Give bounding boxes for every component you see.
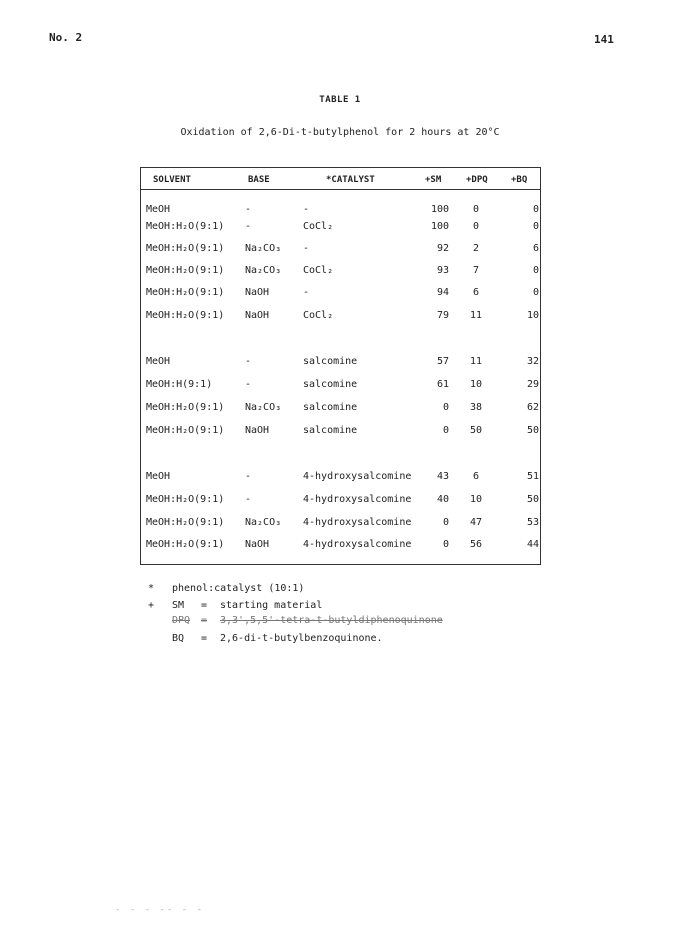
table-top-rule xyxy=(141,167,540,168)
table-row xyxy=(141,310,540,324)
cell-bq: 10 xyxy=(526,310,539,321)
footnote-mark: + xyxy=(148,600,155,611)
cell-sm: 79 xyxy=(436,310,449,321)
cell-bq: 50 xyxy=(526,494,539,505)
cell-base: Na₂CO₃ xyxy=(245,265,282,276)
cell-solvent: MeOH:H₂O(9:1) xyxy=(146,221,225,232)
footnote-mark: * xyxy=(148,583,155,594)
cell-dpq: 38 xyxy=(469,402,483,413)
header-sm: +SM xyxy=(425,175,442,185)
cell-sm: 94 xyxy=(436,287,449,298)
cell-solvent: MeOH xyxy=(146,471,171,482)
cell-bq: 44 xyxy=(526,539,539,550)
cell-base: - xyxy=(245,494,252,505)
cell-sm: 93 xyxy=(436,265,449,276)
cell-catalyst: salcomine xyxy=(303,425,358,436)
cell-sm: 40 xyxy=(436,494,449,505)
cell-dpq: 7 xyxy=(472,265,480,276)
cell-dpq: 47 xyxy=(469,517,483,528)
cell-base: NaOH xyxy=(245,287,270,298)
cell-solvent: MeOH:H₂O(9:1) xyxy=(146,243,225,254)
cell-solvent: MeOH:H₂O(9:1) xyxy=(146,517,225,528)
footnote-eq: = xyxy=(201,633,208,644)
cell-solvent: MeOH:H₂O(9:1) xyxy=(146,539,225,550)
cell-base: - xyxy=(245,356,252,367)
cell-sm: 100 xyxy=(430,204,449,215)
table-header-rule xyxy=(141,189,540,190)
cell-solvent: MeOH:H₂O(9:1) xyxy=(146,494,225,505)
results-table xyxy=(140,167,541,565)
cell-base: - xyxy=(245,204,252,215)
footnote-key: DPQ xyxy=(172,615,191,626)
footnote-key: phenol:catalyst (10:1) xyxy=(172,583,305,594)
footnote-value: 3,3',5,5'-tetra-t-butyldiphenoquinone xyxy=(220,615,443,626)
cell-catalyst: salcomine xyxy=(303,379,358,390)
cell-bq: 53 xyxy=(526,517,539,528)
cell-solvent: MeOH:H₂O(9:1) xyxy=(146,287,225,298)
footnote-value: 2,6-di-t-butylbenzoquinone. xyxy=(220,633,383,644)
cell-sm: 43 xyxy=(436,471,449,482)
cell-catalyst: salcomine xyxy=(303,402,358,413)
footnote-eq: = xyxy=(201,600,208,611)
table-row xyxy=(141,539,540,553)
table-row xyxy=(141,425,540,439)
cell-dpq: 6 xyxy=(472,287,480,298)
cell-solvent: MeOH:H₂O(9:1) xyxy=(146,265,225,276)
cell-base: NaOH xyxy=(245,425,270,436)
cell-catalyst: - xyxy=(303,204,310,215)
footnote-key: BQ xyxy=(172,633,185,644)
cell-catalyst: CoCl₂ xyxy=(303,265,334,276)
header-catalyst: *CATALYST xyxy=(326,175,375,185)
table-row xyxy=(141,243,540,257)
cell-base: Na₂CO₃ xyxy=(245,243,282,254)
cell-base: - xyxy=(245,221,252,232)
cell-sm: 0 xyxy=(442,539,449,550)
cell-solvent: MeOH xyxy=(146,356,171,367)
footnote-eq: = xyxy=(201,615,208,626)
cell-dpq: 10 xyxy=(469,494,483,505)
header-solvent: SOLVENT xyxy=(153,175,191,185)
cell-bq: 62 xyxy=(526,402,539,413)
cell-dpq: 10 xyxy=(469,379,483,390)
cell-dpq: 6 xyxy=(472,471,480,482)
cell-solvent: MeOH xyxy=(146,204,171,215)
cell-base: NaOH xyxy=(245,310,270,321)
table-row xyxy=(141,471,540,485)
cell-catalyst: - xyxy=(303,287,310,298)
table-row xyxy=(141,402,540,416)
cell-base: - xyxy=(245,379,252,390)
cell-sm: 92 xyxy=(436,243,449,254)
cell-sm: 57 xyxy=(436,356,449,367)
cell-dpq: 11 xyxy=(469,356,483,367)
cell-catalyst: CoCl₂ xyxy=(303,310,334,321)
footnote-value: starting material xyxy=(220,600,323,611)
cell-catalyst: 4-hydroxysalcomine xyxy=(303,494,412,505)
scan-artifact-marks: - - - -- - - xyxy=(115,905,205,915)
cell-sm: 100 xyxy=(430,221,449,232)
cell-catalyst: CoCl₂ xyxy=(303,221,334,232)
table-row xyxy=(141,517,540,531)
page-number: 141 xyxy=(594,33,614,46)
table-row xyxy=(141,265,540,279)
cell-solvent: MeOH:H₂O(9:1) xyxy=(146,310,225,321)
cell-solvent: MeOH:H₂O(9:1) xyxy=(146,402,225,413)
cell-sm: 0 xyxy=(442,402,449,413)
table-row xyxy=(141,494,540,508)
journal-issue-label: No. 2 xyxy=(49,31,83,44)
cell-dpq: 0 xyxy=(472,221,480,232)
cell-dpq: 0 xyxy=(472,204,480,215)
table-caption: Oxidation of 2,6-Di-t-butylphenol for 2 hours at 20°C xyxy=(180,127,500,138)
cell-base: NaOH xyxy=(245,539,270,550)
table-row xyxy=(141,221,540,235)
cell-dpq: 56 xyxy=(469,539,483,550)
cell-bq: 0 xyxy=(532,221,539,232)
cell-dpq: 2 xyxy=(472,243,480,254)
cell-base: - xyxy=(245,471,252,482)
cell-sm: 0 xyxy=(442,517,449,528)
cell-sm: 0 xyxy=(442,425,449,436)
table-row xyxy=(141,287,540,301)
header-bq: +BQ xyxy=(511,175,528,185)
cell-bq: 50 xyxy=(526,425,539,436)
cell-catalyst: - xyxy=(303,243,310,254)
header-base: BASE xyxy=(248,175,270,185)
cell-catalyst: 4-hydroxysalcomine xyxy=(303,539,412,550)
cell-bq: 0 xyxy=(532,204,539,215)
header-dpq: +DPQ xyxy=(466,175,488,185)
table-row xyxy=(141,204,540,218)
cell-bq: 51 xyxy=(526,471,539,482)
cell-bq: 0 xyxy=(532,287,539,298)
footnote-key: SM xyxy=(172,600,185,611)
cell-bq: 32 xyxy=(526,356,539,367)
cell-sm: 61 xyxy=(436,379,449,390)
cell-base: Na₂CO₃ xyxy=(245,402,282,413)
cell-bq: 6 xyxy=(532,243,539,254)
table-row xyxy=(141,356,540,370)
cell-bq: 0 xyxy=(532,265,539,276)
cell-solvent: MeOH:H₂O(9:1) xyxy=(146,425,225,436)
cell-catalyst: 4-hydroxysalcomine xyxy=(303,471,412,482)
table-row xyxy=(141,379,540,393)
cell-base: Na₂CO₃ xyxy=(245,517,282,528)
cell-bq: 29 xyxy=(526,379,539,390)
cell-catalyst: salcomine xyxy=(303,356,358,367)
table-title: TABLE 1 xyxy=(319,95,361,105)
cell-dpq: 50 xyxy=(469,425,483,436)
cell-dpq: 11 xyxy=(469,310,483,321)
cell-catalyst: 4-hydroxysalcomine xyxy=(303,517,412,528)
cell-solvent: MeOH:H(9:1) xyxy=(146,379,213,390)
